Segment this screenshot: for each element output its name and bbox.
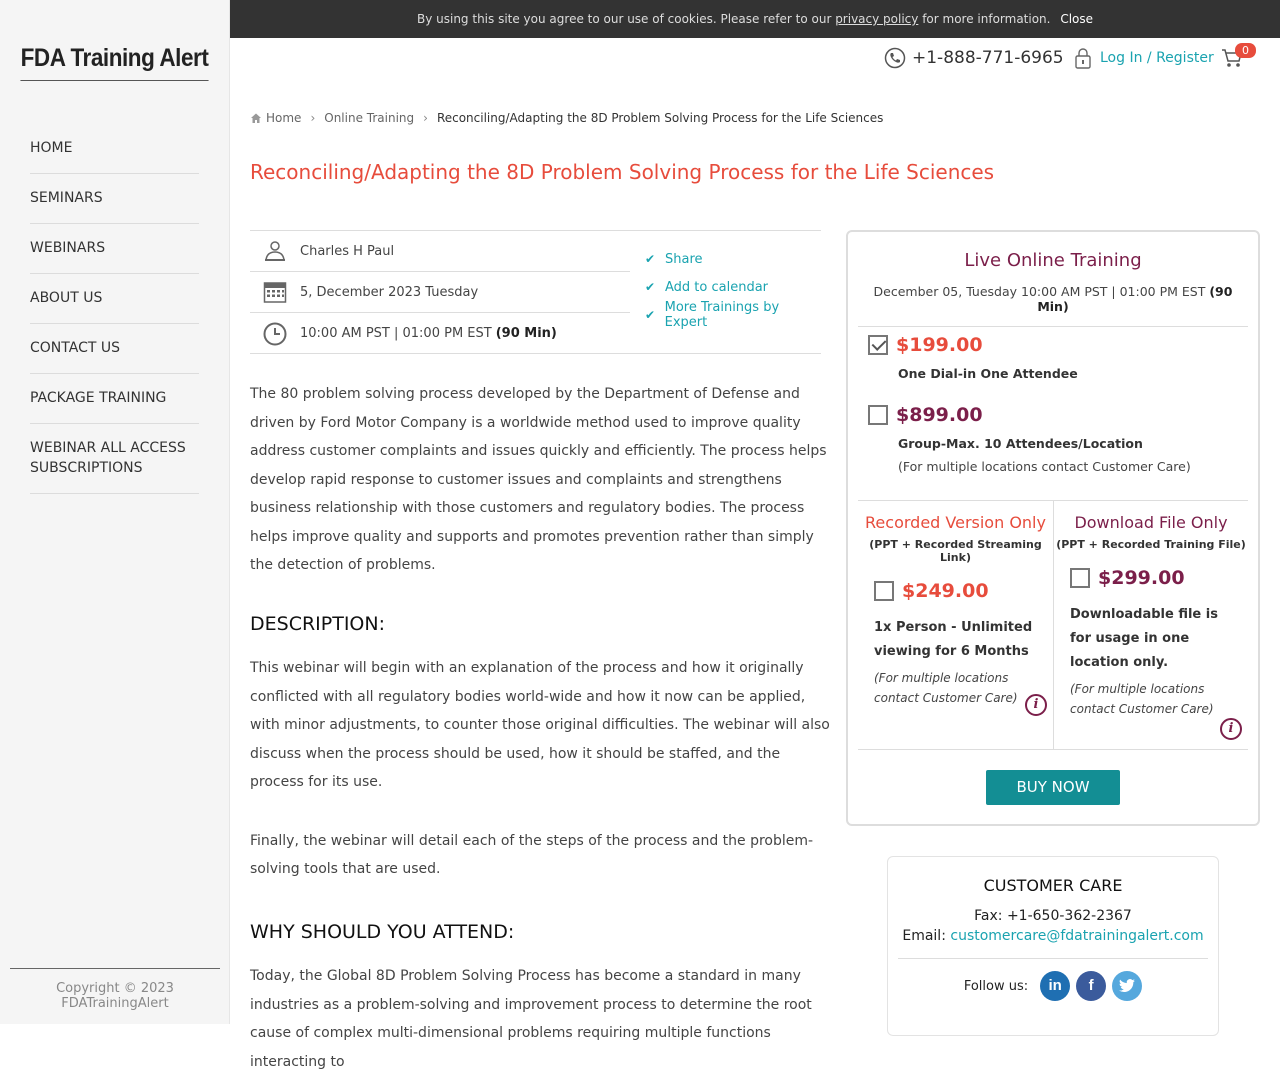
download-desc: Downloadable file is for usage in one location only.: [1070, 607, 1218, 670]
purchase-date: [858, 284, 1248, 327]
phone-number[interactable]: [884, 45, 1064, 71]
single-attendee-desc: One Dial-in One Attendee: [898, 366, 1078, 381]
download-caption: (PPT + Recorded Training File): [1056, 538, 1246, 551]
main-nav: [30, 124, 199, 494]
twitter-icon[interactable]: [1112, 971, 1142, 1001]
group-desc: Group-Max. 10 Attendees/Location: [898, 436, 1143, 451]
intro-paragraph: The 80 problem solving process developed by the Department of Defense and driven by Ford Motor Company is a worldwide method used to improve quality address customer complaints and issues quickly and efficiently. The process helps develop rapid response to customer issues and complaints and strengthens business relationship with those customers and regulatory bodies. The process helps improve quality and supports and promotes prevention rather than simply the detection of problems.: [250, 386, 827, 573]
download-option: [1070, 567, 1248, 589]
add-to-calendar-link[interactable]: [645, 273, 821, 301]
group-checkbox[interactable]: [868, 405, 888, 425]
follow-label: Follow us:: [963, 978, 1029, 994]
check-circle-icon: ✔: [645, 252, 656, 266]
lock-icon: [1074, 47, 1092, 69]
cookie-text-after: for more information.: [918, 12, 1051, 26]
site-logo[interactable]: FDA Training Alert: [20, 40, 208, 81]
download-price: $299.00: [1098, 567, 1185, 589]
share-label: Share: [665, 251, 703, 267]
group-note: (For multiple locations contact Customer Care): [898, 459, 1191, 474]
purchase-panel: [846, 230, 1260, 826]
description-paragraph: This webinar will begin with an explanation of the process and how it originally conflicted with all regulatory bodies world-wide and how it now can be applied, with minor adjustments, to counter those original difficulties. The webinar will also discuss when the process should be used, how it should be staffed, and the process for its use.: [250, 660, 830, 790]
facebook-icon[interactable]: f: [1076, 971, 1106, 1001]
option-group: [868, 404, 1191, 474]
purchase-title: Live Online Training: [964, 250, 1142, 271]
linkedin-icon[interactable]: in: [1040, 971, 1070, 1001]
login-text: Log In / Register: [1100, 50, 1214, 66]
nav-item-webinar-subscriptions[interactable]: WEBINAR ALL ACCESS SUBSCRIPTIONS: [30, 424, 199, 494]
cart-count-badge: 0: [1235, 43, 1256, 58]
purchase-duration: (90 Min): [1037, 284, 1233, 314]
cart-button[interactable]: [1221, 44, 1257, 73]
time-row: [250, 313, 630, 354]
why-attend-paragraph: Today, the Global 8D Problem Solving Process has become a standard in many industries as a problem-solving and improvement process to determine the root cause of complex multi-dimensional problems requiring multiple functions interacting to: [250, 968, 812, 1070]
cookie-text: By using this site you agree to our use of cookies. Please refer to our: [416, 12, 836, 26]
recorded-option: [874, 580, 1053, 602]
speaker-icon: [263, 240, 287, 262]
copyright: Copyright © 2023 FDATrainingAlert: [10, 968, 220, 1011]
breadcrumb-separator: ›: [310, 111, 316, 125]
training-details: [250, 230, 821, 354]
email-link[interactable]: customercare@fdatrainingalert.com: [950, 928, 1204, 944]
breadcrumb-current: Reconciling/Adapting the 8D Problem Solving Process for the Life Sciences: [436, 111, 884, 125]
training-time: 10:00 AM PST | 01:00 PM EST: [300, 326, 492, 341]
recorded-title: Recorded Version Only: [865, 513, 1046, 532]
training-date: 5, December 2023 Tuesday: [300, 284, 479, 300]
single-attendee-checkbox[interactable]: [868, 335, 888, 355]
download-file-panel: [1054, 500, 1248, 750]
buy-now-button[interactable]: BUY NOW: [986, 770, 1120, 805]
download-checkbox[interactable]: [1070, 568, 1090, 588]
calendar-icon: [263, 280, 287, 304]
training-content: [250, 380, 830, 1076]
description-heading: DESCRIPTION:: [250, 612, 386, 635]
privacy-policy-link[interactable]: privacy policy: [835, 12, 919, 26]
speaker-row: [250, 231, 630, 272]
recorded-price: $249.00: [902, 580, 989, 602]
why-attend-heading: WHY SHOULD YOU ATTEND:: [250, 920, 515, 943]
customer-care-panel: [887, 856, 1219, 1036]
nav-item-contact-us[interactable]: CONTACT US: [30, 324, 199, 374]
date-row: [250, 272, 630, 313]
training-duration: (90 Min): [495, 326, 557, 341]
breadcrumb-online-training[interactable]: Online Training: [324, 111, 415, 125]
phone-text: +1-888-771-6965: [912, 48, 1064, 68]
info-icon[interactable]: i: [1220, 718, 1242, 740]
phone-icon: [884, 47, 906, 69]
nav-item-home[interactable]: HOME: [30, 124, 199, 174]
fax-number: Fax: +1-650-362-2367: [974, 908, 1132, 924]
single-attendee-price: $199.00: [896, 334, 983, 356]
sidebar: [0, 0, 230, 1024]
breadcrumb-home[interactable]: Home: [266, 111, 302, 125]
recorded-desc: 1x Person - Unlimited viewing for 6 Months: [874, 620, 1033, 659]
email-line: [888, 928, 1218, 944]
description-paragraph-2: Finally, the webinar will detail each of the steps of the process and the problem-solving tools that are used.: [250, 832, 814, 877]
nav-item-webinars[interactable]: WEBINARS: [30, 224, 199, 274]
nav-item-about-us[interactable]: ABOUT US: [30, 274, 199, 324]
page-title: Reconciling/Adapting the 8D Problem Solving Process for the Life Sciences: [250, 160, 995, 184]
email-label: Email:: [902, 928, 951, 944]
more-trainings-label: More Trainings by Expert: [664, 300, 780, 330]
check-circle-icon: ✔: [645, 308, 656, 322]
nav-item-seminars[interactable]: SEMINARS: [30, 174, 199, 224]
nav-item-package-training[interactable]: PACKAGE TRAINING: [30, 374, 199, 424]
home-icon: [250, 112, 262, 124]
recorded-checkbox[interactable]: [874, 581, 894, 601]
customer-care-title: CUSTOMER CARE: [983, 876, 1123, 895]
divider: [898, 958, 1208, 959]
login-register-link[interactable]: [1074, 45, 1214, 71]
share-link[interactable]: [645, 245, 821, 273]
breadcrumb-separator: ›: [423, 111, 428, 125]
social-links: [888, 971, 1218, 1001]
cookie-close-button[interactable]: Close: [1060, 12, 1094, 26]
check-circle-icon: ✔: [645, 280, 656, 294]
speaker-name[interactable]: Charles H Paul: [300, 243, 395, 259]
breadcrumb: [250, 111, 883, 125]
recorded-note: (For multiple locations contact Customer Care): [874, 671, 1018, 705]
training-actions: [645, 245, 821, 329]
recorded-version-panel: [858, 500, 1054, 750]
clock-icon: [263, 322, 287, 346]
info-icon[interactable]: i: [1025, 694, 1047, 716]
purchase-date-text: December 05, Tuesday 10:00 AM PST | 01:00 PM EST: [873, 284, 1206, 299]
download-title: Download File Only: [1074, 513, 1228, 532]
option-single-attendee: [868, 334, 1078, 381]
more-trainings-link[interactable]: [645, 301, 821, 329]
calendar-label: Add to calendar: [665, 279, 769, 295]
cookie-banner: [230, 0, 1280, 38]
download-note: (For multiple locations contact Customer Care): [1070, 682, 1214, 716]
recorded-caption: (PPT + Recorded Streaming Link): [869, 538, 1042, 564]
group-price: $899.00: [896, 404, 983, 426]
